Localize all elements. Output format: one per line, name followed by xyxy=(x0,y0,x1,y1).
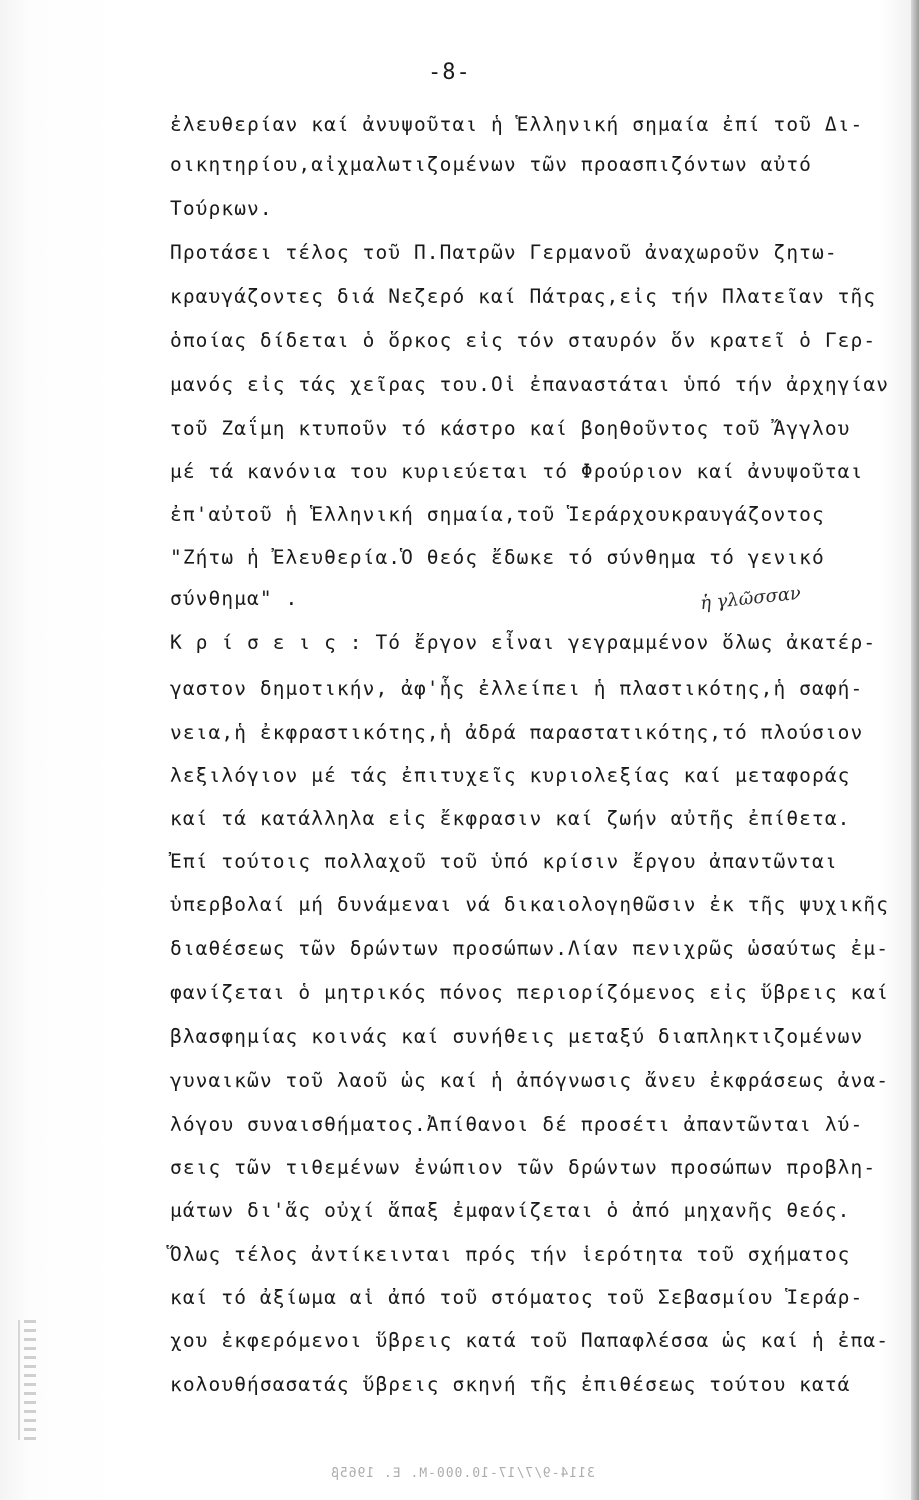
text-line: οικητηρίου,αἰχμαλωτιζομένων τῶν προασπιζόντων αὐτό xyxy=(170,153,812,176)
text-line: λεξιλόγιον μέ τάς ἐπιτυχεῖς κυριολεξίας καί μεταφοράς xyxy=(170,764,851,787)
text-line: ὑπερβολαί μή δυνάμεναι νά δικαιολογηθῶσιν ἐκ τῆς ψυχικῆς xyxy=(170,893,890,916)
text-line: μέ τά κανόνια του κυριεύεται τό Φρούριον καί ἀνυψοῦται xyxy=(170,460,864,483)
text-line: ἐλευθερίαν καί ἀνυψοῦται ἡ Ἑλληνική σημαία ἐπί τοῦ Δι- xyxy=(170,113,864,136)
text-line: διαθέσεως τῶν δρώντων προσώπων.Λίαν πενιχρῶς ὡσαύτως ἐμ- xyxy=(170,937,890,960)
page-edge-shadow xyxy=(911,0,919,1500)
handwritten-annotation: ἡ γλῶσσαν xyxy=(699,582,802,615)
text-line: τοῦ Ζαΐμη κτυποῦν τό κάστρο καί βοηθοῦντος τοῦ Ἄγγλου xyxy=(170,417,851,440)
text-line: ὁποίας δίδεται ὁ ὅρκος εἰς τόν σταυρόν ὅν κρατεῖ ὁ Γερ- xyxy=(170,329,877,352)
text-line: γυναικῶν τοῦ λαοῦ ὡς καί ἡ ἀπόγνωσις ἄνευ ἐκφράσεως ἀνα- xyxy=(170,1069,890,1092)
text-line: Κ ρ ί σ ε ι ς : Τό ἔργον εἶναι γεγραμμένον ὅλως ἀκατέρ- xyxy=(170,631,877,654)
printer-footer-stamp: 3114-9/7/17-10.000-Μ. Ε. 1965β xyxy=(330,1466,595,1481)
margin-ruler-mark xyxy=(18,1320,42,1440)
text-line: κολουθήσασατάς ὕβρεις σκηνή τῆς ἐπιθέσεως τούτου κατά xyxy=(170,1373,851,1396)
text-line: γαστον δημοτικήν, ἀφ'ἧς ἐλλείπει ἡ πλαστικότης,ἡ σαφή- xyxy=(170,677,864,700)
text-line: βλασφημίας κοινάς καί συνήθεις μεταξύ διαπληκτιζομένων xyxy=(170,1025,864,1048)
text-line: σεις τῶν τιθεμένων ἐνώπιον τῶν δρώντων προσώπων προβλη- xyxy=(170,1156,877,1179)
text-line: φανίζεται ὁ μητρικός πόνος περιορίζόμενος εἰς ὕβρεις καί xyxy=(170,981,890,1004)
text-line: σύνθημα" . xyxy=(170,587,299,610)
text-line: λόγου συναισθήματος.Ἀπίθανοι δέ προσέτι ἀπαντῶνται λύ- xyxy=(170,1113,864,1136)
text-line: καί τά κατάλληλα εἰς ἔκφρασιν καί ζωήν αὐτῆς ἐπίθετα. xyxy=(170,807,851,830)
text-line: Τούρκων. xyxy=(170,197,273,220)
text-line: Ἐπί τούτοις πολλαχοῦ τοῦ ὑπό κρίσιν ἔργου ἀπαντῶνται xyxy=(170,850,838,873)
text-line: ἐπ'αὐτοῦ ἡ Ἑλληνική σημαία,τοῦ Ἱεράρχουκραυγάζοντος xyxy=(170,503,825,526)
text-line: νεια,ἡ ἐκφραστικότης,ἡ ἀδρά παραστατικότης,τό πλούσιον xyxy=(170,721,864,744)
text-line: μάτων δι'ἅς οὐχί ἅπαξ ἐμφανίζεται ὁ ἀπό μηχανῆς θεός. xyxy=(170,1199,851,1222)
text-line: Προτάσει τέλος τοῦ Π.Πατρῶν Γερμανοῦ ἀναχωροῦν ζητω- xyxy=(170,241,838,264)
text-line: Ὅλως τέλος ἀντίκεινται πρός τήν ἱερότητα τοῦ σχήματος xyxy=(170,1243,851,1266)
text-line: χου ἐκφερόμενοι ὕβρεις κατά τοῦ Παπαφλέσσα ὡς καί ἡ ἐπα- xyxy=(170,1329,890,1352)
text-line: κραυγάζοντες διά Νεζερό καί Πάτρας,εἰς τήν Πλατεῖαν τῆς xyxy=(170,285,877,308)
text-line: "Ζήτω ἡ Ἐλευθερία.Ὁ θεός ἔδωκε τό σύνθημα τό γενικό xyxy=(170,546,825,569)
page-number: -8- xyxy=(428,60,471,85)
text-line: καί τό ἀξίωμα αἱ ἀπό τοῦ στόματος τοῦ Σεβασμίου Ἱεράρ- xyxy=(170,1286,864,1309)
text-line: μανός εἰς τάς χεῖρας του.Οἱ ἐπαναστάται ὑπό τήν ἀρχηγίαν xyxy=(170,373,890,396)
